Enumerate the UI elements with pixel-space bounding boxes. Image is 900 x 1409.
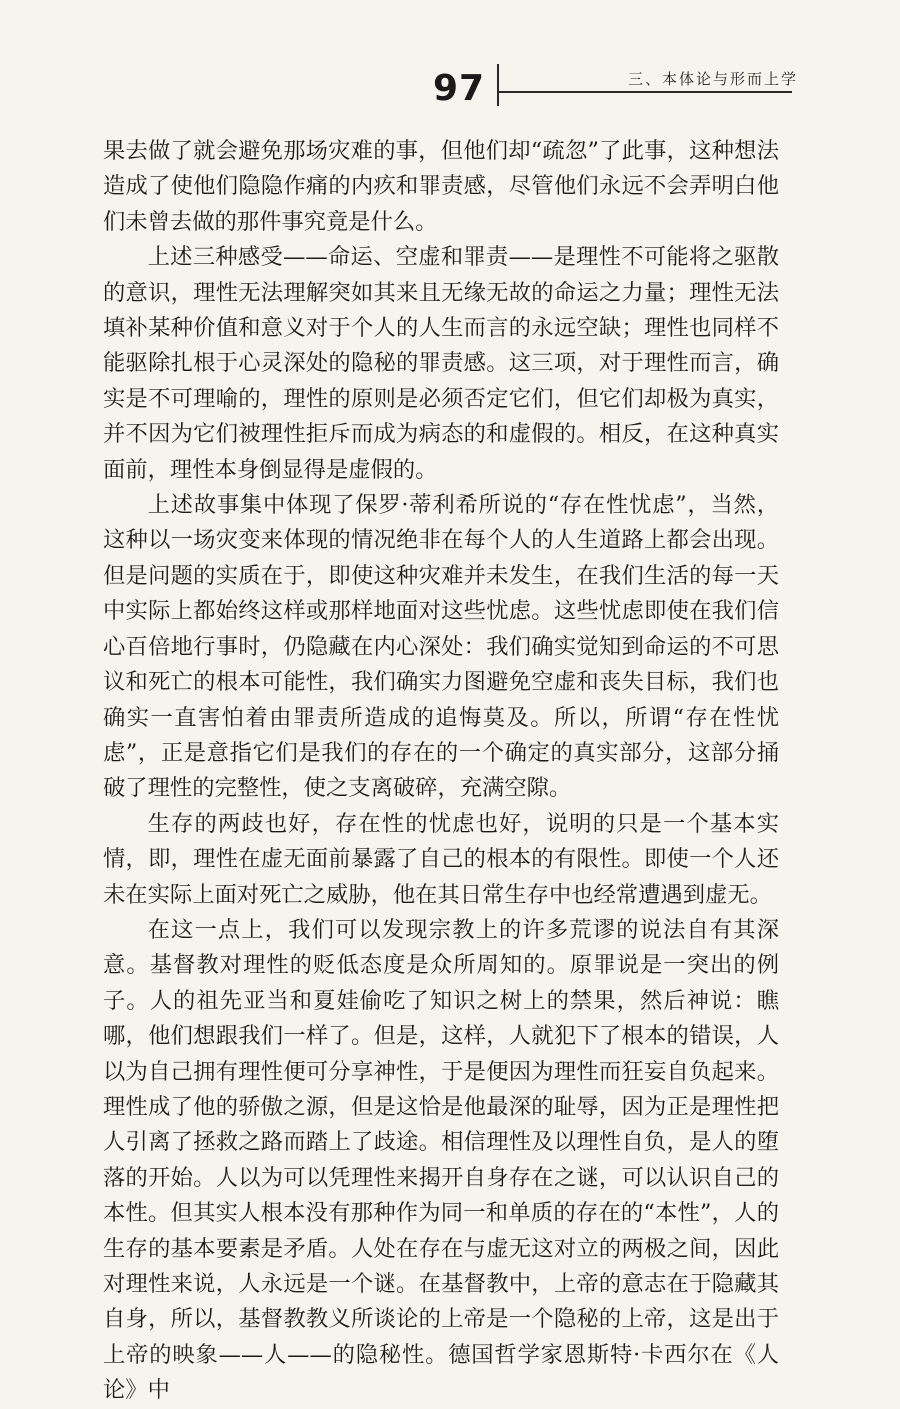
paragraph: 上述三种感受——命运、空虚和罪责——是理性不可能将之驱散的意识，理性无法理解突如其来且无缘无故的命运之力量；理性无法填补某种价值和意义对于个人的人生而言的永远空缺；理性也同样不能驱除扎根于心灵深处的隐秘的罪责感。这三项，对于理性而言，确实是不可理喻的，理性的原则是必须否定它们，但它们却极为真实，并不因为它们被理性拒斥而成为病态的和虚假的。相反，在这种真实面前，理性本身倒显得是虚假的。 [103,244,779,483]
paragraph: 生存的两歧也好，存在性的忧虑也好，说明的只是一个基本实情，即，理性在虚无面前暴露了自己的根本的有限性。即使一个人还未在实际上面对死亡之威胁，他在其日常生存中也经常遭遇到虚无。 [103,810,779,908]
paragraph: 在这一点上，我们可以发现宗教上的许多荒谬的说法自有其深意。基督教对理性的贬低态度是众所周知的。原罪说是一突出的例子。人的祖先亚当和夏娃偷吃了知识之树上的禁果，然后神说：瞧哪，他们想跟我们一样了。但是，这样，人就犯下了根本的错误，人以为自己拥有理性便可分享神性，于是便因为理性而狂妄自负起来。理性成了他的骄傲之源，但是这恰是他最深的耻辱，因为正是理性把人引离了拯救之路而踏上了歧途。相信理性及以理性自负，是人的堕落的开始。人以为可以凭理性来揭开自身存在之谜，可以认识自己的本性。但其实人根本没有那种作为同一和单质的存在的“本性”，人的生存的基本要素是矛盾。人处在存在与虚无这对立的两极之间，因此对理性来说，人永远是一个谜。在基督教中，上帝的意志在于隐藏其自身，所以，基督教教义所谈论的上帝是一个隐秘的上帝，这是出于上帝的映象——人——的隐秘性。德国哲学家恩斯特·卡西尔在《人论》中 [103,916,779,1404]
page-number: 97 [433,68,486,109]
header-vertical-rule [497,64,499,106]
page-header [0,0,900,110]
body-text [103,134,779,1409]
paragraph: 果去做了就会避免那场灾难的事，但他们却“疏忽”了此事，这种想法造成了使他们隐隐作痛的内疚和罪责感，尽管他们永远不会弄明白他们未曾去做的那件事究竟是什么。 [103,138,779,235]
paragraph: 上述故事集中体现了保罗·蒂利希所说的“存在性忧虑”，当然，这种以一场灾变来体现的情况绝非在每个人的人生道路上都会出现。但是问题的实质在于，即使这种灾难并未发生，在我们生活的每一天中实际上都始终这样或那样地面对这些忧虑。这些忧虑即使在我们信心百倍地行事时，仍隐藏在内心深处：我们确实觉知到命运的不可思议和死亡的根本可能性，我们确实力图避免空虚和丧失目标，我们也确实一直害怕着由罪责所造成的追悔莫及。所以，所谓“存在性忧虑”，正是意指它们是我们的存在的一个确定的真实部分，这部分捅破了理性的完整性，使之支离破碎，充满空隙。 [103,492,779,802]
header-horizontal-rule [497,91,792,93]
running-title: 三、本体论与形而上学 [628,70,799,88]
